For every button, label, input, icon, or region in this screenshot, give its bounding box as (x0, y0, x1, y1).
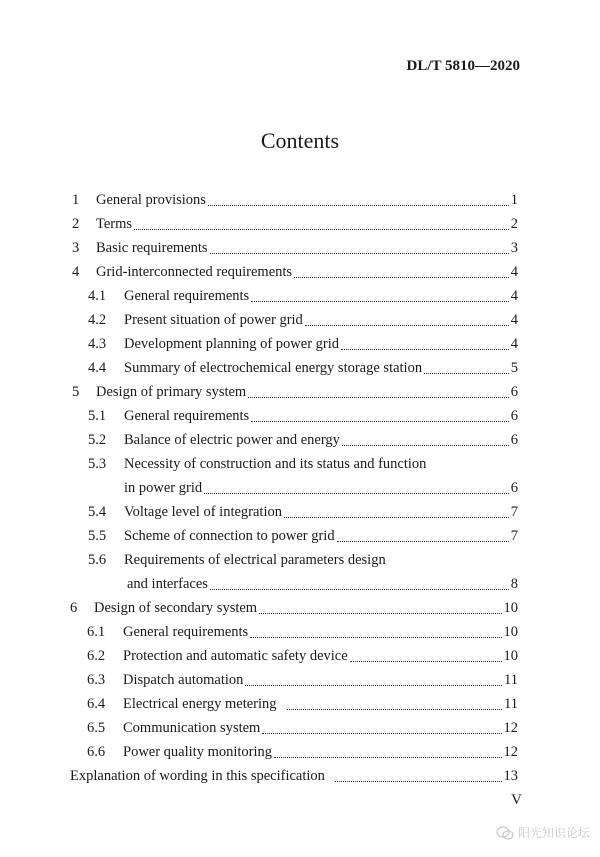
toc-entry-6-1[interactable] (87, 622, 518, 642)
toc-entry-6-2[interactable] (87, 646, 518, 666)
toc-number: 4 (72, 264, 80, 280)
dot-leader (250, 637, 501, 638)
watermark-text: 阳光知识论坛 (517, 826, 590, 840)
toc-page: 8 (510, 576, 518, 592)
toc-page: 13 (503, 768, 518, 784)
toc-entry-5-3[interactable] (88, 454, 518, 474)
toc-page: 3 (510, 240, 518, 256)
toc-entry-5-3-cont[interactable] (124, 478, 518, 498)
dot-leader (424, 373, 509, 374)
toc-label: General requirements (124, 408, 250, 424)
toc-page: 4 (510, 264, 518, 280)
toc-entry-1[interactable] (72, 190, 518, 210)
toc-label: Power quality monitoring (123, 744, 273, 760)
dot-leader (274, 757, 501, 758)
toc-label: Explanation of wording in this specification (70, 768, 325, 784)
toc-label: Design of secondary system (94, 600, 258, 616)
toc-page: 11 (504, 696, 518, 712)
toc-number: 4.1 (88, 288, 107, 304)
toc-number: 2 (72, 216, 80, 232)
chat-bubble-icon (496, 826, 514, 840)
toc-entry-3[interactable] (72, 238, 518, 258)
toc-entry-explanation[interactable] (70, 766, 518, 786)
dot-leader (208, 205, 509, 206)
toc-page: 11 (504, 672, 518, 688)
toc-label: Design of primary system (96, 384, 247, 400)
toc-label: General provisions (96, 192, 206, 208)
toc-label: Protection and automatic safety device (123, 648, 348, 664)
dot-leader (284, 517, 509, 518)
toc-label: Voltage level of integration (124, 504, 282, 520)
toc-page: 4 (510, 336, 518, 352)
page-number: V (511, 792, 522, 808)
toc-label: Scheme of connection to power grid (124, 528, 335, 544)
toc-number: 5.6 (88, 552, 107, 568)
toc-page: 6 (510, 384, 518, 400)
toc-entry-5-6[interactable] (88, 550, 518, 570)
toc-label: Basic requirements (96, 240, 208, 256)
standard-code: DL/T 5810—2020 (406, 58, 520, 74)
toc-number: 6.1 (87, 624, 106, 640)
toc-entry-4-3[interactable] (88, 334, 518, 354)
dot-leader (287, 709, 503, 710)
toc-number: 4.4 (88, 360, 107, 376)
toc-label: Requirements of electrical parameters design (124, 552, 386, 568)
dot-leader (204, 493, 509, 494)
dot-leader (245, 685, 502, 686)
toc-page: 4 (510, 312, 518, 328)
dot-leader (210, 589, 509, 590)
toc-entry-6-5[interactable] (87, 718, 518, 738)
page-title: Contents (260, 128, 340, 153)
toc-page: 10 (503, 600, 518, 616)
toc-number: 3 (72, 240, 80, 256)
toc-number: 5.1 (88, 408, 107, 424)
toc-number: 5.5 (88, 528, 107, 544)
toc-entry-4-2[interactable] (88, 310, 518, 330)
dot-leader (262, 733, 501, 734)
toc-entry-2[interactable] (72, 214, 518, 234)
toc-entry-5-5[interactable] (88, 526, 518, 546)
toc-label: Terms (96, 216, 133, 232)
toc-label: Electrical energy metering (123, 696, 277, 712)
toc-entry-5-2[interactable] (88, 430, 518, 450)
dot-leader (335, 781, 502, 782)
toc-entry-4[interactable] (72, 262, 518, 282)
toc-label: General requirements (123, 624, 249, 640)
toc-page: 6 (510, 408, 518, 424)
dot-leader (259, 613, 501, 614)
toc-label: Summary of electrochemical energy storage station (124, 360, 423, 376)
toc-number: 5.2 (88, 432, 107, 448)
dot-leader (210, 253, 509, 254)
dot-leader (251, 301, 509, 302)
toc-page: 12 (503, 744, 518, 760)
toc-entry-4-4[interactable] (88, 358, 518, 378)
dot-leader (341, 349, 509, 350)
toc-label: and interfaces (127, 576, 208, 592)
toc-page: 4 (510, 288, 518, 304)
toc-entry-6[interactable] (70, 598, 518, 618)
dot-leader (248, 397, 509, 398)
toc-entry-6-6[interactable] (87, 742, 518, 762)
toc-number: 5 (72, 384, 80, 400)
dot-leader (337, 541, 509, 542)
toc-number: 6.4 (87, 696, 106, 712)
dot-leader (350, 661, 502, 662)
toc-number: 4.3 (88, 336, 107, 352)
toc-number: 6.6 (87, 744, 106, 760)
toc-number: 1 (72, 192, 80, 208)
toc-label: in power grid (124, 480, 203, 496)
watermark (496, 824, 590, 841)
toc-page: 6 (510, 432, 518, 448)
toc-label: Communication system (123, 720, 261, 736)
toc-label: General requirements (124, 288, 250, 304)
toc-page: 10 (503, 624, 518, 640)
toc-page: 7 (510, 528, 518, 544)
toc-page: 7 (510, 504, 518, 520)
toc-number: 6.5 (87, 720, 106, 736)
toc-entry-6-3[interactable] (87, 670, 518, 690)
toc-number: 6.2 (87, 648, 106, 664)
toc-number: 5.3 (88, 456, 107, 472)
dot-leader (342, 445, 509, 446)
dot-leader (305, 325, 509, 326)
toc-number: 6.3 (87, 672, 106, 688)
toc-label: Present situation of power grid (124, 312, 303, 328)
toc-entry-5-1[interactable] (88, 406, 518, 426)
toc-entry-5[interactable] (72, 382, 518, 402)
toc-label: Necessity of construction and its status and function (124, 456, 427, 472)
toc-label: Grid-interconnected requirements (96, 264, 293, 280)
dot-leader (251, 421, 509, 422)
dot-leader (294, 277, 509, 278)
toc-page: 6 (510, 480, 518, 496)
toc-label: Development planning of power grid (124, 336, 340, 352)
toc-entry-5-4[interactable] (88, 502, 518, 522)
toc-number: 6 (70, 600, 78, 616)
toc-page: 10 (503, 648, 518, 664)
toc-label: Balance of electric power and energy (124, 432, 340, 448)
toc-entry-4-1[interactable] (88, 286, 518, 306)
toc-number: 4.2 (88, 312, 107, 328)
toc-page: 5 (510, 360, 518, 376)
toc-page: 12 (503, 720, 518, 736)
toc-entry-5-6-cont[interactable] (127, 574, 518, 594)
toc-entry-6-4[interactable] (87, 694, 518, 714)
dot-leader (134, 229, 509, 230)
toc-page: 1 (510, 192, 518, 208)
toc-label: Dispatch automation (123, 672, 244, 688)
toc-number: 5.4 (88, 504, 107, 520)
toc-page: 2 (510, 216, 518, 232)
